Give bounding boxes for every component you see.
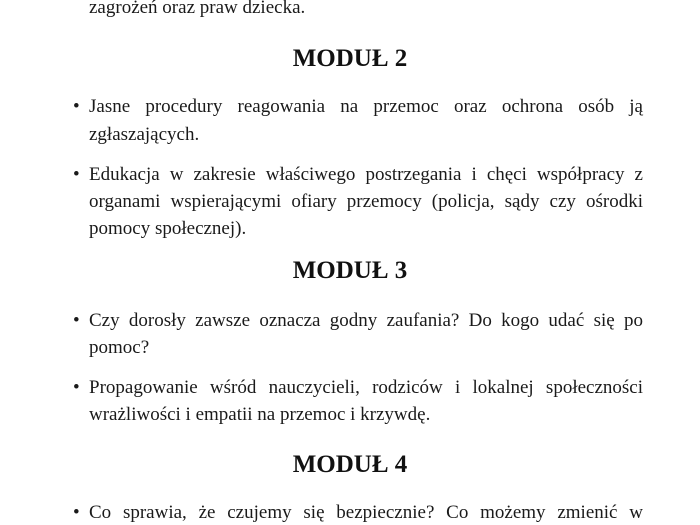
bullet-icon: • xyxy=(73,96,80,117)
module-4-heading: MODUŁ 4 xyxy=(292,451,408,478)
bullet-icon: • xyxy=(73,164,80,185)
module-3-item-1-line-1: Czy dorosły zawsze oznacza godny zaufania? Do kogo udać się po xyxy=(89,310,643,331)
module-2-item-1-line-2: zgłaszających. xyxy=(89,124,200,145)
bullet-icon: • xyxy=(73,310,80,331)
module-3-heading: MODUŁ 3 xyxy=(292,257,408,284)
bullet-icon: • xyxy=(73,502,80,523)
module-2-item-2-line-3: pomocy społecznej). xyxy=(89,218,247,239)
module-2-item-2-line-1: Edukacja w zakresie właściwego postrzegania i chęci współpracy z xyxy=(89,164,643,185)
module-3-item-2-line-1: Propagowanie wśród nauczycieli, rodziców i lokalnej społeczności xyxy=(89,377,643,398)
module-2-item-2-line-2: organami wspierającymi ofiary przemocy (policja, sądy czy ośrodki xyxy=(89,191,643,212)
module-4-item-1-line-1: Co sprawia, że czujemy się bezpiecznie? Co możemy zmienić w xyxy=(89,502,643,523)
bullet-icon: • xyxy=(73,377,80,398)
module-3-item-2-line-2: wrażliwości i empatii na przemoc i krzywdę. xyxy=(89,404,431,425)
module-3-item-1-line-2: pomoc? xyxy=(89,337,150,358)
module-2-item-1-line-1: Jasne procedury reagowania na przemoc oraz ochrona osób ją xyxy=(89,96,643,117)
module-2-heading: MODUŁ 2 xyxy=(292,45,408,72)
continuation-text: zagrożeń oraz praw dziecka. xyxy=(89,0,306,18)
